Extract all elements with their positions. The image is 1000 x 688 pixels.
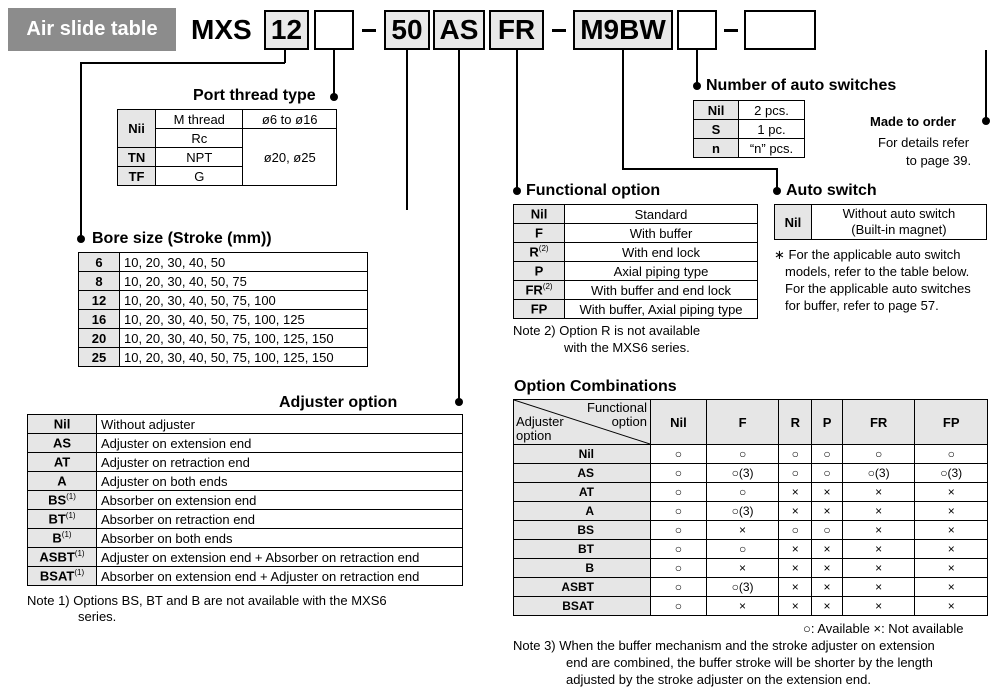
functional-desc: Axial piping type (565, 262, 758, 281)
functional-key (514, 281, 565, 300)
combinations-row-key: BT (514, 540, 651, 559)
combinations-cell: ○ (651, 521, 707, 540)
mto-line-1: For details refer (878, 135, 970, 150)
adjuster-key-note: (1) (66, 492, 76, 502)
mto-line-2: to page 39. (906, 153, 972, 168)
auto-switch-note-2: models, refer to the table below. (785, 264, 970, 279)
num-switch-qty: 2 pcs. (739, 101, 805, 120)
combinations-row-key: ASBT (514, 578, 651, 597)
functional-desc: With end lock (565, 243, 758, 262)
adjuster-key-label: BT (48, 511, 66, 527)
combinations-row-key: Nil (514, 445, 651, 464)
bore-size-key: 25 (79, 348, 120, 367)
adjuster-row (28, 472, 463, 491)
functional-desc: Standard (565, 205, 758, 224)
combinations-cell: × (706, 559, 779, 578)
combinations-cell: × (706, 597, 779, 616)
adjuster-key-note: (1) (74, 549, 85, 559)
num-switch-key: Nil (694, 101, 739, 120)
combinations-cell: × (915, 540, 988, 559)
num-switches-table (693, 100, 805, 158)
corner-bot-2: option (516, 428, 552, 443)
functional-row (514, 243, 758, 262)
port-dot (330, 93, 338, 101)
functional-key (514, 300, 565, 319)
adjuster-key (28, 548, 97, 567)
combinations-row (514, 597, 988, 616)
combinations-corner (514, 400, 651, 445)
functional-key-label: P (534, 263, 544, 279)
functional-desc: With buffer (565, 224, 758, 243)
mto-title: Made to order (870, 114, 956, 129)
functional-key-label: FP (530, 301, 548, 317)
adjuster-key-label: B (52, 530, 62, 546)
combinations-row (514, 502, 988, 521)
num-switch-key: S (694, 120, 739, 139)
combinations-note-3: adjusted by the stroke adjuster on the extension end. (566, 672, 871, 687)
combinations-col-header: FR (842, 400, 915, 445)
functional-dot (513, 187, 521, 195)
bore-stroke-values: 10, 20, 30, 40, 50, 75, 100 (120, 291, 368, 310)
functional-desc: With buffer, Axial piping type (565, 300, 758, 319)
mto-dot (982, 117, 990, 125)
combinations-cell: ○(3) (706, 464, 779, 483)
bore-row (79, 348, 368, 367)
code-dash-1 (362, 29, 376, 32)
auto-switch-desc-2: (Built-in magnet) (851, 222, 947, 237)
combinations-cell: ○ (651, 464, 707, 483)
combinations-row-key: AT (514, 483, 651, 502)
combinations-cell: ○ (706, 483, 779, 502)
combinations-cell: ○ (779, 464, 812, 483)
combinations-cell: × (842, 578, 915, 597)
combinations-row (514, 540, 988, 559)
combinations-row (514, 464, 988, 483)
combinations-cell: × (842, 597, 915, 616)
combinations-cell: × (915, 578, 988, 597)
port-key-tf: TF (118, 167, 156, 186)
num-switch-qty: “n” pcs. (739, 139, 805, 158)
adjuster-key (28, 434, 97, 453)
adjuster-key-label: BSAT (39, 568, 75, 584)
auto-switch-desc-1: Without auto switch (842, 206, 956, 221)
combinations-row-key: AS (514, 464, 651, 483)
combinations-cell: × (779, 502, 812, 521)
functional-key-label: FR (525, 282, 543, 298)
combinations-col-header: R (779, 400, 812, 445)
port-thread-table (117, 109, 337, 186)
num-switch-row (694, 139, 805, 158)
combinations-cell: × (779, 559, 812, 578)
combinations-cell: ○ (706, 445, 779, 464)
adjuster-note-1: Note 1) Options BS, BT and B are not available with the MXS6 (27, 593, 387, 608)
combinations-cell: ○ (812, 445, 843, 464)
adjuster-key-note: (1) (61, 530, 72, 540)
adjuster-key-label: AT (53, 454, 71, 470)
adjuster-row (28, 491, 463, 510)
combinations-cell: ○ (779, 521, 812, 540)
combinations-cell: × (779, 597, 812, 616)
combinations-cell: ○ (842, 445, 915, 464)
code-dash-2 (552, 29, 566, 32)
auto-switch-note-1: ∗ For the applicable auto switch (774, 247, 961, 262)
adjuster-row (28, 434, 463, 453)
corner-bot-1: Adjuster (516, 414, 564, 429)
made-to-order-code-box (744, 10, 816, 50)
port-thread-mthread: M thread (156, 110, 243, 129)
port-bore-large: ø20, ø25 (243, 129, 337, 186)
port-thread-rc: Rc (156, 129, 243, 148)
corner-functional-label (587, 401, 647, 429)
combinations-row (514, 578, 988, 597)
bore-size-key: 6 (79, 253, 120, 272)
switch-connector-h (622, 168, 778, 170)
functional-row (514, 262, 758, 281)
combinations-cell: × (812, 502, 843, 521)
adjuster-key-note: (1) (74, 568, 85, 578)
functional-key-label: F (535, 225, 543, 241)
adjuster-desc: Without adjuster (97, 415, 463, 434)
combinations-header-row (514, 400, 988, 445)
adjuster-note-2: series. (78, 609, 117, 624)
functional-note-1: Note 2) Option R is not available (513, 323, 701, 338)
combinations-cell: ○(3) (842, 464, 915, 483)
combinations-col-header: P (812, 400, 843, 445)
switch-code-box: M9BW (573, 10, 673, 50)
bore-stroke-values: 10, 20, 30, 40, 50, 75, 100, 125, 150 (120, 329, 368, 348)
functional-title: Functional option (526, 182, 661, 199)
bore-size-key: 20 (79, 329, 120, 348)
combinations-row (514, 445, 988, 464)
num-switch-qty: 1 pc. (739, 120, 805, 139)
combinations-note-1: Note 3) When the buffer mechanism and the stroke adjuster on extension (513, 638, 935, 653)
combinations-cell: ○ (651, 559, 707, 578)
combinations-cell: × (812, 597, 843, 616)
adjuster-key (28, 453, 97, 472)
combinations-cell: × (915, 597, 988, 616)
adjuster-connector (458, 50, 460, 400)
adjuster-desc: Adjuster on extension end + Absorber on retraction end (97, 548, 463, 567)
num-switch-connector (696, 50, 698, 86)
bore-size-table (78, 252, 368, 367)
adjuster-row (28, 567, 463, 586)
stroke-code-box: 50 (384, 10, 430, 50)
num-switch-key: n (694, 139, 739, 158)
combinations-row (514, 521, 988, 540)
functional-key-note: (2) (542, 282, 553, 292)
code-dash-3 (724, 29, 738, 32)
combinations-row-key: BS (514, 521, 651, 540)
bore-stroke-values: 10, 20, 30, 40, 50, 75, 100, 125 (120, 310, 368, 329)
num-switch-row (694, 101, 805, 120)
functional-key-note: (2) (538, 244, 549, 254)
bore-stroke-values: 10, 20, 30, 40, 50 (120, 253, 368, 272)
combinations-cell: ○(3) (915, 464, 988, 483)
adjuster-desc: Adjuster on extension end (97, 434, 463, 453)
corner-top-2: option (611, 414, 647, 429)
combinations-row-key: B (514, 559, 651, 578)
adjuster-key (28, 510, 97, 529)
bore-row (79, 310, 368, 329)
combinations-col-header: Nil (651, 400, 707, 445)
mto-connector (985, 50, 987, 120)
corner-top-1: Functional (587, 400, 647, 415)
num-switches-title: Number of auto switches (706, 77, 897, 94)
adjuster-desc: Absorber on both ends (97, 529, 463, 548)
combinations-cell: ○ (779, 445, 812, 464)
functional-key (514, 224, 565, 243)
adjuster-row (28, 529, 463, 548)
port-key-nii: Nii (118, 110, 156, 148)
combinations-row-key: A (514, 502, 651, 521)
num-switch-code-box (677, 10, 717, 50)
functional-key (514, 262, 565, 281)
combinations-cell: × (779, 483, 812, 502)
adjuster-key-label: AS (52, 435, 72, 451)
combinations-row-key: BSAT (514, 597, 651, 616)
functional-key (514, 243, 565, 262)
bore-row (79, 253, 368, 272)
port-connector (333, 50, 335, 96)
product-badge: Air slide table (8, 8, 176, 51)
combinations-row (514, 559, 988, 578)
combinations-cell: ○ (651, 597, 707, 616)
combinations-cell: × (779, 578, 812, 597)
model-prefix: MXS (191, 14, 252, 45)
adjuster-key-label: BS (48, 492, 67, 508)
auto-switch-note-4: for buffer, refer to page 57. (785, 298, 939, 313)
functional-connector (516, 50, 518, 190)
adjuster-key (28, 472, 97, 491)
adjuster-desc: Adjuster on both ends (97, 472, 463, 491)
combinations-cell: ○ (651, 445, 707, 464)
port-bore-small: ø6 to ø16 (243, 110, 337, 129)
bore-size-key: 12 (79, 291, 120, 310)
combinations-cell: × (842, 540, 915, 559)
combinations-cell: × (842, 502, 915, 521)
auto-switch-note-3: For the applicable auto switches (785, 281, 971, 296)
bore-row (79, 272, 368, 291)
combinations-cell: ○ (915, 445, 988, 464)
combinations-cell: ○ (706, 540, 779, 559)
combinations-col-header: F (706, 400, 779, 445)
adjuster-row (28, 453, 463, 472)
combinations-cell: × (779, 540, 812, 559)
functional-code-box: FR (489, 10, 544, 50)
adjuster-row (28, 415, 463, 434)
functional-row (514, 224, 758, 243)
bore-size-key: 8 (79, 272, 120, 291)
adjuster-desc: Absorber on extension end + Adjuster on retraction end (97, 567, 463, 586)
combinations-cell: × (812, 578, 843, 597)
auto-switch-title: Auto switch (786, 182, 877, 199)
adjuster-desc: Absorber on retraction end (97, 510, 463, 529)
functional-desc: With buffer and end lock (565, 281, 758, 300)
combinations-col-header: FP (915, 400, 988, 445)
port-thread-npt: NPT (156, 148, 243, 167)
combinations-cell: × (812, 483, 843, 502)
adjuster-title: Adjuster option (279, 394, 398, 411)
adjuster-desc: Adjuster on retraction end (97, 453, 463, 472)
adjuster-key-label: ASBT (39, 549, 75, 565)
combinations-cell: × (915, 559, 988, 578)
combinations-cell: × (812, 559, 843, 578)
port-thread-g: G (156, 167, 243, 186)
combinations-cell: × (812, 540, 843, 559)
adjuster-key (28, 567, 97, 586)
functional-row (514, 300, 758, 319)
combinations-cell: ○ (651, 502, 707, 521)
stroke-connector (406, 50, 408, 210)
auto-switch-table (774, 204, 987, 240)
switch-connector-v (622, 50, 624, 170)
num-switch-row (694, 120, 805, 139)
adjuster-dot (455, 398, 463, 406)
adjuster-desc: Absorber on extension end (97, 491, 463, 510)
port-key-tn: TN (118, 148, 156, 167)
switch-dot (773, 187, 781, 195)
functional-table (513, 204, 758, 319)
bore-code-box: 12 (264, 10, 309, 50)
bore-dot (77, 235, 85, 243)
combinations-table (513, 399, 988, 616)
auto-switch-desc (811, 205, 986, 240)
combinations-legend: ○: Available ×: Not available (803, 621, 964, 636)
combinations-cell: ○(3) (706, 502, 779, 521)
num-switch-dot (693, 82, 701, 90)
adjuster-table (27, 414, 463, 586)
combinations-cell: ○ (651, 483, 707, 502)
combinations-cell: ○ (812, 521, 843, 540)
combinations-cell: ○ (651, 578, 707, 597)
adjuster-row (28, 510, 463, 529)
adjuster-key (28, 491, 97, 510)
bore-size-title: Bore size (Stroke (mm)) (92, 230, 272, 247)
combinations-cell: × (706, 521, 779, 540)
bore-size-key: 16 (79, 310, 120, 329)
functional-row (514, 281, 758, 300)
bore-stroke-values: 10, 20, 30, 40, 50, 75 (120, 272, 368, 291)
adjuster-row (28, 548, 463, 567)
auto-switch-key: Nil (775, 205, 812, 240)
combinations-title: Option Combinations (514, 378, 677, 395)
functional-key-label: R (529, 244, 539, 260)
bore-connector-h (80, 62, 285, 64)
functional-note-2: with the MXS6 series. (564, 340, 690, 355)
combinations-cell: × (915, 502, 988, 521)
functional-key-label: Nil (530, 206, 548, 222)
combinations-cell: × (842, 521, 915, 540)
combinations-note-2: end are combined, the buffer stroke will be shorter by the length (566, 655, 933, 670)
bore-row (79, 291, 368, 310)
functional-row (514, 205, 758, 224)
combinations-cell: × (842, 559, 915, 578)
bore-connector-v (80, 62, 82, 238)
functional-key (514, 205, 565, 224)
combinations-cell: × (915, 483, 988, 502)
combinations-cell: × (842, 483, 915, 502)
adjuster-key (28, 415, 97, 434)
combinations-row (514, 483, 988, 502)
corner-adjuster-label (516, 415, 564, 443)
adjuster-key-label: A (57, 473, 67, 489)
port-thread-title: Port thread type (193, 87, 316, 104)
port-code-box (314, 10, 354, 50)
bore-row (79, 329, 368, 348)
combinations-cell: ○ (651, 540, 707, 559)
bore-stroke-values: 10, 20, 30, 40, 50, 75, 100, 125, 150 (120, 348, 368, 367)
combinations-cell: ○ (812, 464, 843, 483)
combinations-cell: ○(3) (706, 578, 779, 597)
combinations-cell: × (915, 521, 988, 540)
adjuster-key-label: Nil (53, 416, 71, 432)
adjuster-key (28, 529, 97, 548)
bore-connector-stub (284, 50, 286, 63)
adjuster-key-note: (1) (65, 511, 76, 521)
adjuster-code-box: AS (433, 10, 485, 50)
